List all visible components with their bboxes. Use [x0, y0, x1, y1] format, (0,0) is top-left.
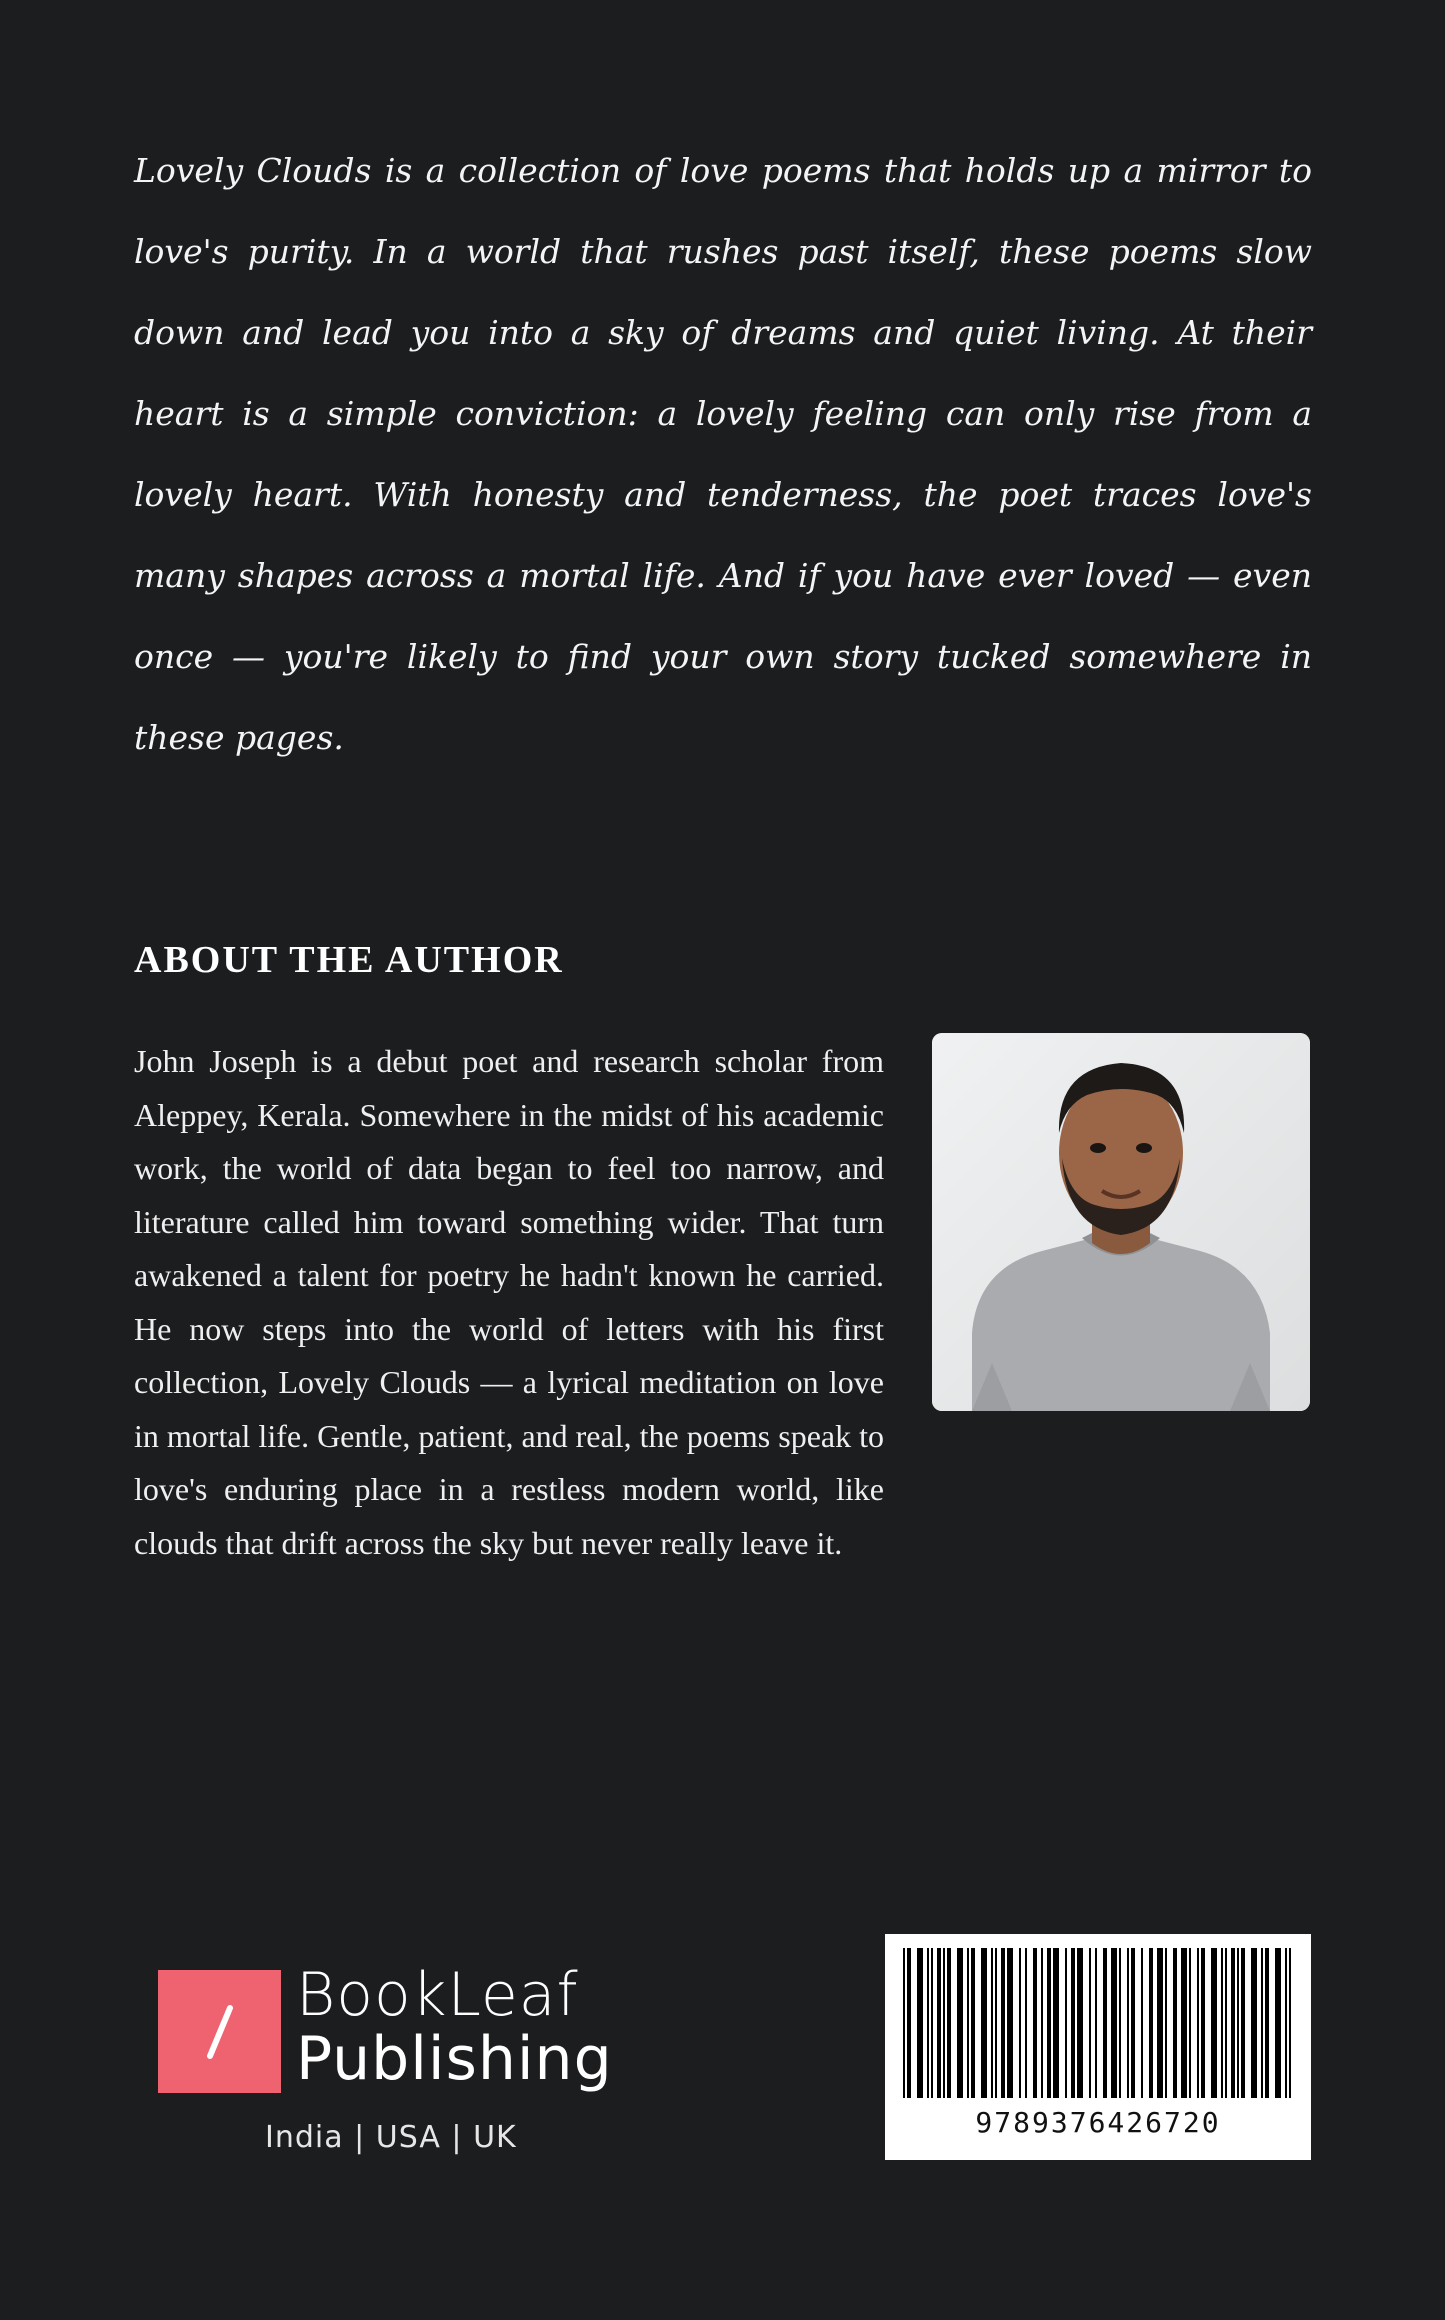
- publisher-regions: India | USA | UK: [265, 2120, 517, 2155]
- barcode-bars-icon: [885, 1934, 1311, 2104]
- author-photo: [932, 1033, 1310, 1411]
- isbn-barcode: [885, 1934, 1311, 2160]
- slash-logo-icon: [158, 1970, 281, 2093]
- book-blurb: Lovely Clouds is a collection of love poems that holds up a mirror to love's purity. In a world that rushes past itself, these poems slow down and lead you into a sky of dreams and quiet living. At their heart is a simple conviction: a lovely feeling can only rise from a lovely heart. With honesty and tenderness, the poet traces love's many shapes across a mortal life. And if you have ever loved — even once — you're likely to find your own story tucked somewhere in these pages.: [134, 151, 1312, 757]
- publisher-name-line2: Publishing: [296, 2024, 613, 2094]
- publisher-name-line1: BookLeaf: [296, 1960, 579, 2030]
- publisher-logo: [158, 1960, 618, 2160]
- isbn-number: 9789376426720: [975, 2106, 1221, 2139]
- author-bio: John Joseph is a debut poet and research scholar from Aleppey, Kerala. Somewhere in the midst of his academic work, the world of data began to feel too narrow, and literature called him toward something wider. That turn awakened a talent for poetry he hadn't known he carried. He now steps into the world of letters with his first collection, Lovely Clouds — a lyrical meditation on love in mortal life. Gentle, patient, and real, the poems speak to love's enduring place in a restless modern world, like clouds that drift across the sky but never really leave it.: [134, 1043, 884, 1561]
- about-author-heading: ABOUT THE AUTHOR: [134, 939, 564, 981]
